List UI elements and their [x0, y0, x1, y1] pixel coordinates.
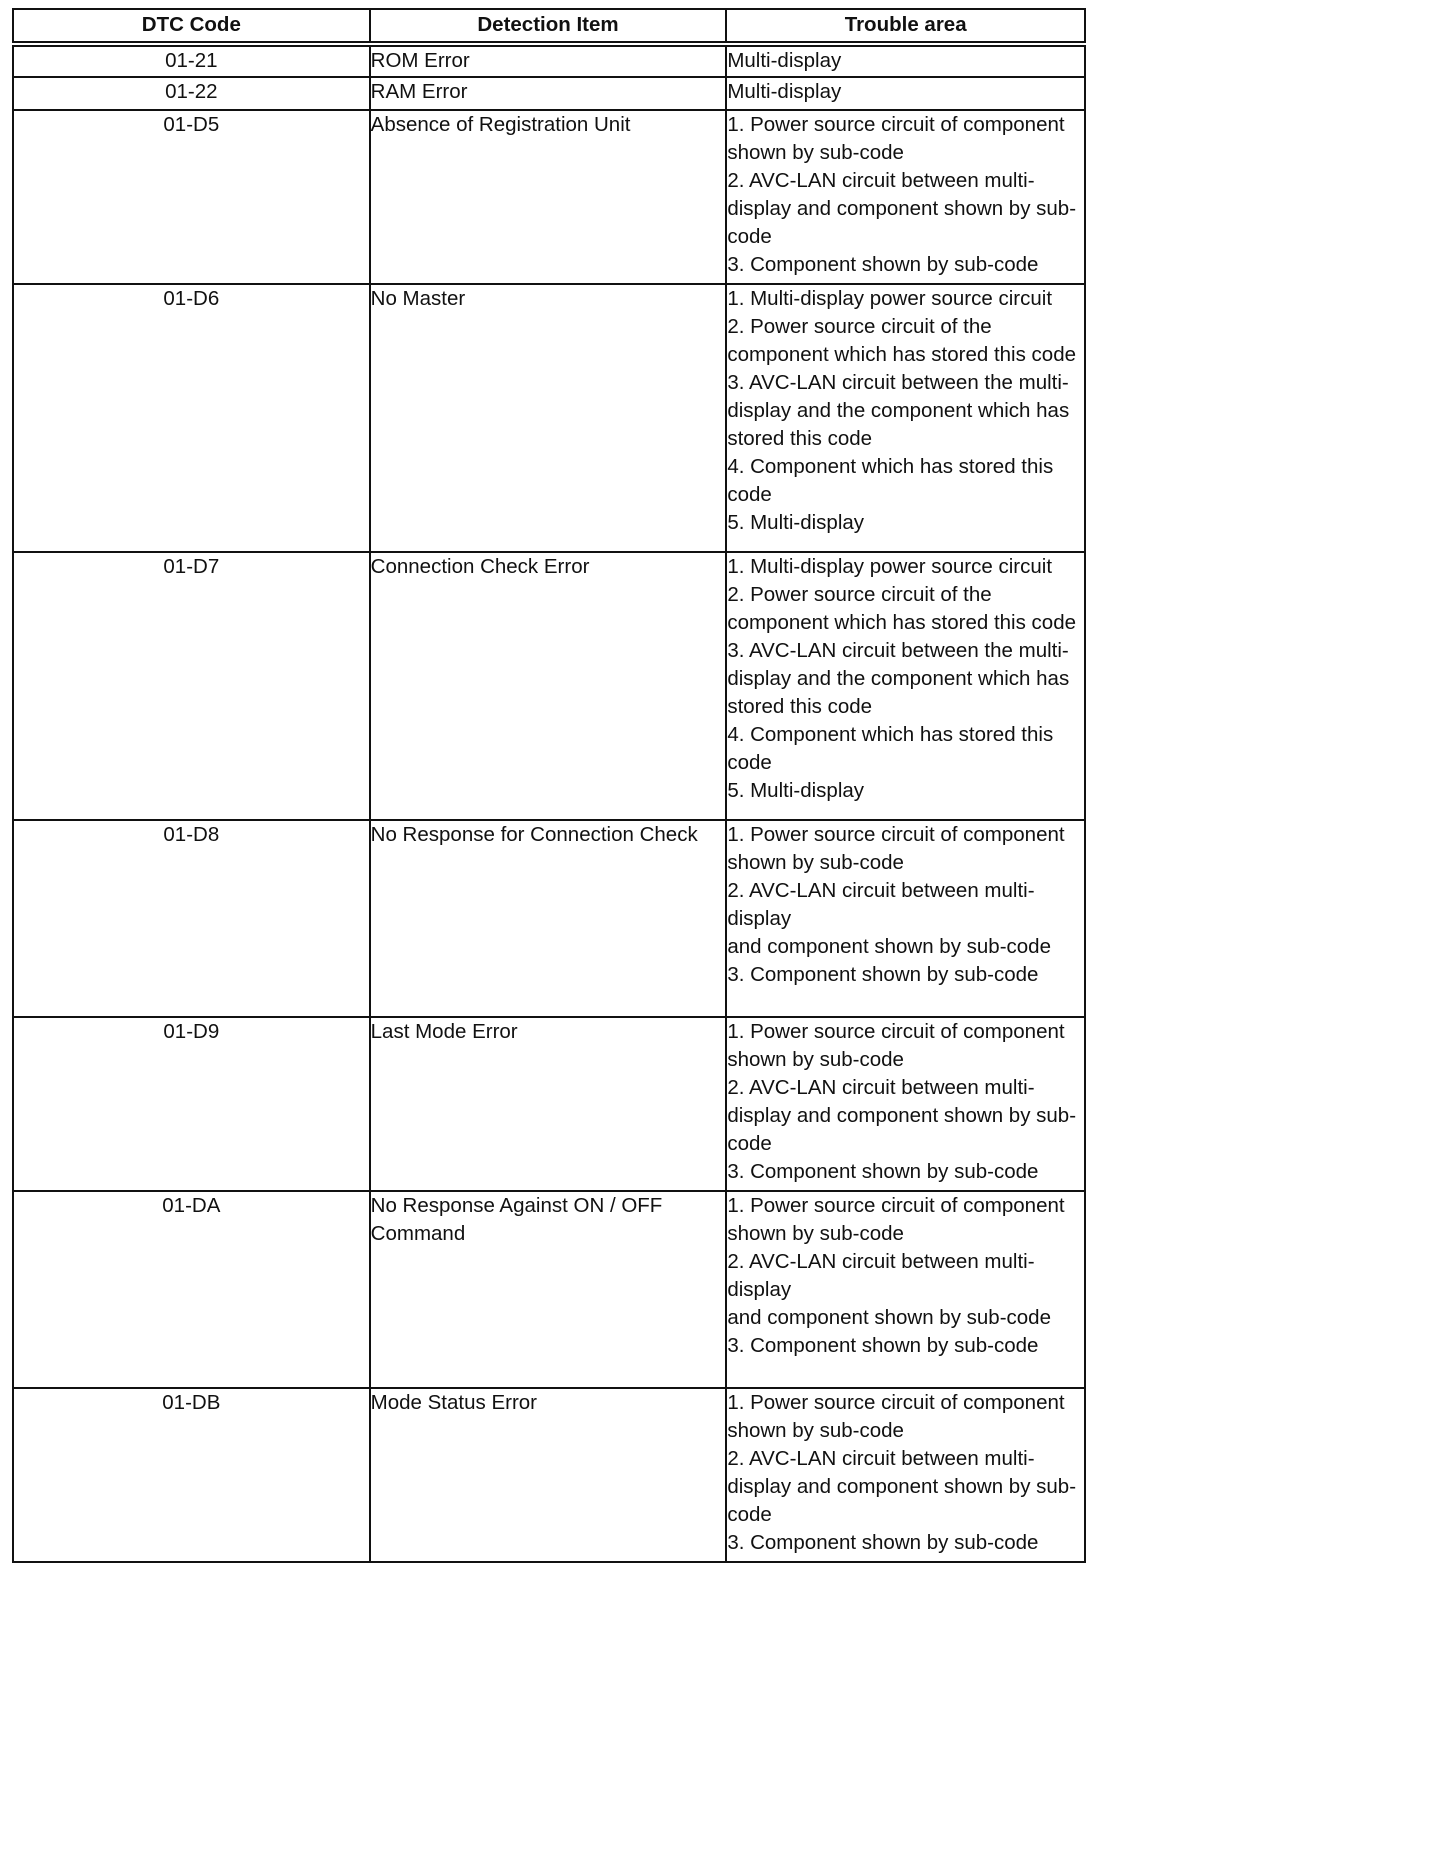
detection-item-cell: RAM Error	[370, 77, 727, 110]
trouble-area-cell	[726, 552, 1085, 820]
detection-item-cell: Mode Status Error	[370, 1388, 727, 1562]
detection-item-cell: Connection Check Error	[370, 552, 727, 820]
dtc-code-cell: 01-DA	[13, 1191, 370, 1388]
dtc-code-cell: 01-D9	[13, 1017, 370, 1191]
table-row	[13, 1191, 1085, 1388]
trouble-area-line: Multi-display	[727, 80, 842, 103]
trouble-area-line: and component shown by sub-code	[727, 1306, 1051, 1329]
trouble-area-line: 3. AVC-LAN circuit between the multi-display and the component which has stored this code	[727, 371, 1070, 450]
detection-item-cell: Absence of Registration Unit	[370, 110, 727, 284]
trouble-area-line: 1. Multi-display power source circuit	[727, 287, 1053, 310]
table-row	[13, 44, 1085, 77]
trouble-area-cell	[726, 284, 1085, 552]
trouble-area-line: 5. Multi-display	[727, 779, 865, 802]
header-trouble-area: Trouble area	[726, 9, 1085, 44]
table-row	[13, 820, 1085, 1017]
trouble-area-cell	[726, 1017, 1085, 1191]
trouble-area-line: 2. Power source circuit of the component which has stored this code	[727, 315, 1077, 366]
dtc-code-cell: 01-D8	[13, 820, 370, 1017]
table-header	[13, 9, 1085, 44]
trouble-area-cell	[726, 110, 1085, 284]
trouble-area-line: 1. Multi-display power source circuit	[727, 555, 1053, 578]
trouble-area-line: 3. Component shown by sub-code	[727, 963, 1039, 986]
trouble-area-line: 3. Component shown by sub-code	[727, 1160, 1039, 1183]
table-row	[13, 1388, 1085, 1562]
table-row	[13, 110, 1085, 284]
dtc-code-cell: 01-D7	[13, 552, 370, 820]
header-dtc-code: DTC Code	[13, 9, 370, 44]
detection-item-cell: No Response Against ON / OFF Command	[370, 1191, 727, 1388]
trouble-area-cell	[726, 77, 1085, 110]
dtc-table	[12, 8, 1086, 1563]
trouble-area-line: 1. Power source circuit of component shown by sub-code	[727, 823, 1065, 874]
trouble-area-cell	[726, 44, 1085, 77]
detection-item-cell: No Response for Connection Check	[370, 820, 727, 1017]
detection-item-cell: No Master	[370, 284, 727, 552]
trouble-area-cell	[726, 1388, 1085, 1562]
trouble-area-line: 2. AVC-LAN circuit between multi-display and component shown by sub-code	[727, 169, 1077, 248]
trouble-area-line: 1. Power source circuit of component shown by sub-code	[727, 1391, 1065, 1442]
table-row	[13, 284, 1085, 552]
trouble-area-line: 2. AVC-LAN circuit between multi-display	[727, 879, 1035, 930]
header-detection-item: Detection Item	[370, 9, 727, 44]
trouble-area-line: 5. Multi-display	[727, 511, 865, 534]
trouble-area-line: and component shown by sub-code	[727, 935, 1051, 958]
table-row	[13, 1017, 1085, 1191]
dtc-code-cell: 01-D5	[13, 110, 370, 284]
table-row	[13, 552, 1085, 820]
trouble-area-cell	[726, 1191, 1085, 1388]
trouble-area-line: 1. Power source circuit of component shown by sub-code	[727, 1020, 1065, 1071]
table-row	[13, 77, 1085, 110]
trouble-area-line: 2. AVC-LAN circuit between multi-display and component shown by sub-code	[727, 1076, 1077, 1155]
dtc-code-cell: 01-D6	[13, 284, 370, 552]
detection-item-cell: ROM Error	[370, 44, 727, 77]
trouble-area-line: 4. Component which has stored this code	[727, 455, 1054, 506]
detection-item-cell: Last Mode Error	[370, 1017, 727, 1191]
trouble-area-line: 1. Power source circuit of component shown by sub-code	[727, 1194, 1065, 1245]
trouble-area-line: 3. Component shown by sub-code	[727, 253, 1039, 276]
trouble-area-line: 1. Power source circuit of component shown by sub-code	[727, 113, 1065, 164]
trouble-area-line: 2. Power source circuit of the component which has stored this code	[727, 583, 1077, 634]
dtc-code-cell: 01-DB	[13, 1388, 370, 1562]
dtc-code-cell: 01-21	[13, 44, 370, 77]
trouble-area-line: 3. AVC-LAN circuit between the multi-display and the component which has stored this code	[727, 639, 1070, 718]
trouble-area-line: 3. Component shown by sub-code	[727, 1531, 1039, 1554]
trouble-area-line: 2. AVC-LAN circuit between multi-display and component shown by sub-code	[727, 1447, 1077, 1526]
table-body	[13, 44, 1085, 1562]
dtc-code-cell: 01-22	[13, 77, 370, 110]
trouble-area-line: Multi-display	[727, 49, 842, 72]
trouble-area-line: 4. Component which has stored this code	[727, 723, 1054, 774]
trouble-area-line: 3. Component shown by sub-code	[727, 1334, 1039, 1357]
header-row	[13, 9, 1085, 44]
trouble-area-line: 2. AVC-LAN circuit between multi-display	[727, 1250, 1035, 1301]
trouble-area-cell	[726, 820, 1085, 1017]
